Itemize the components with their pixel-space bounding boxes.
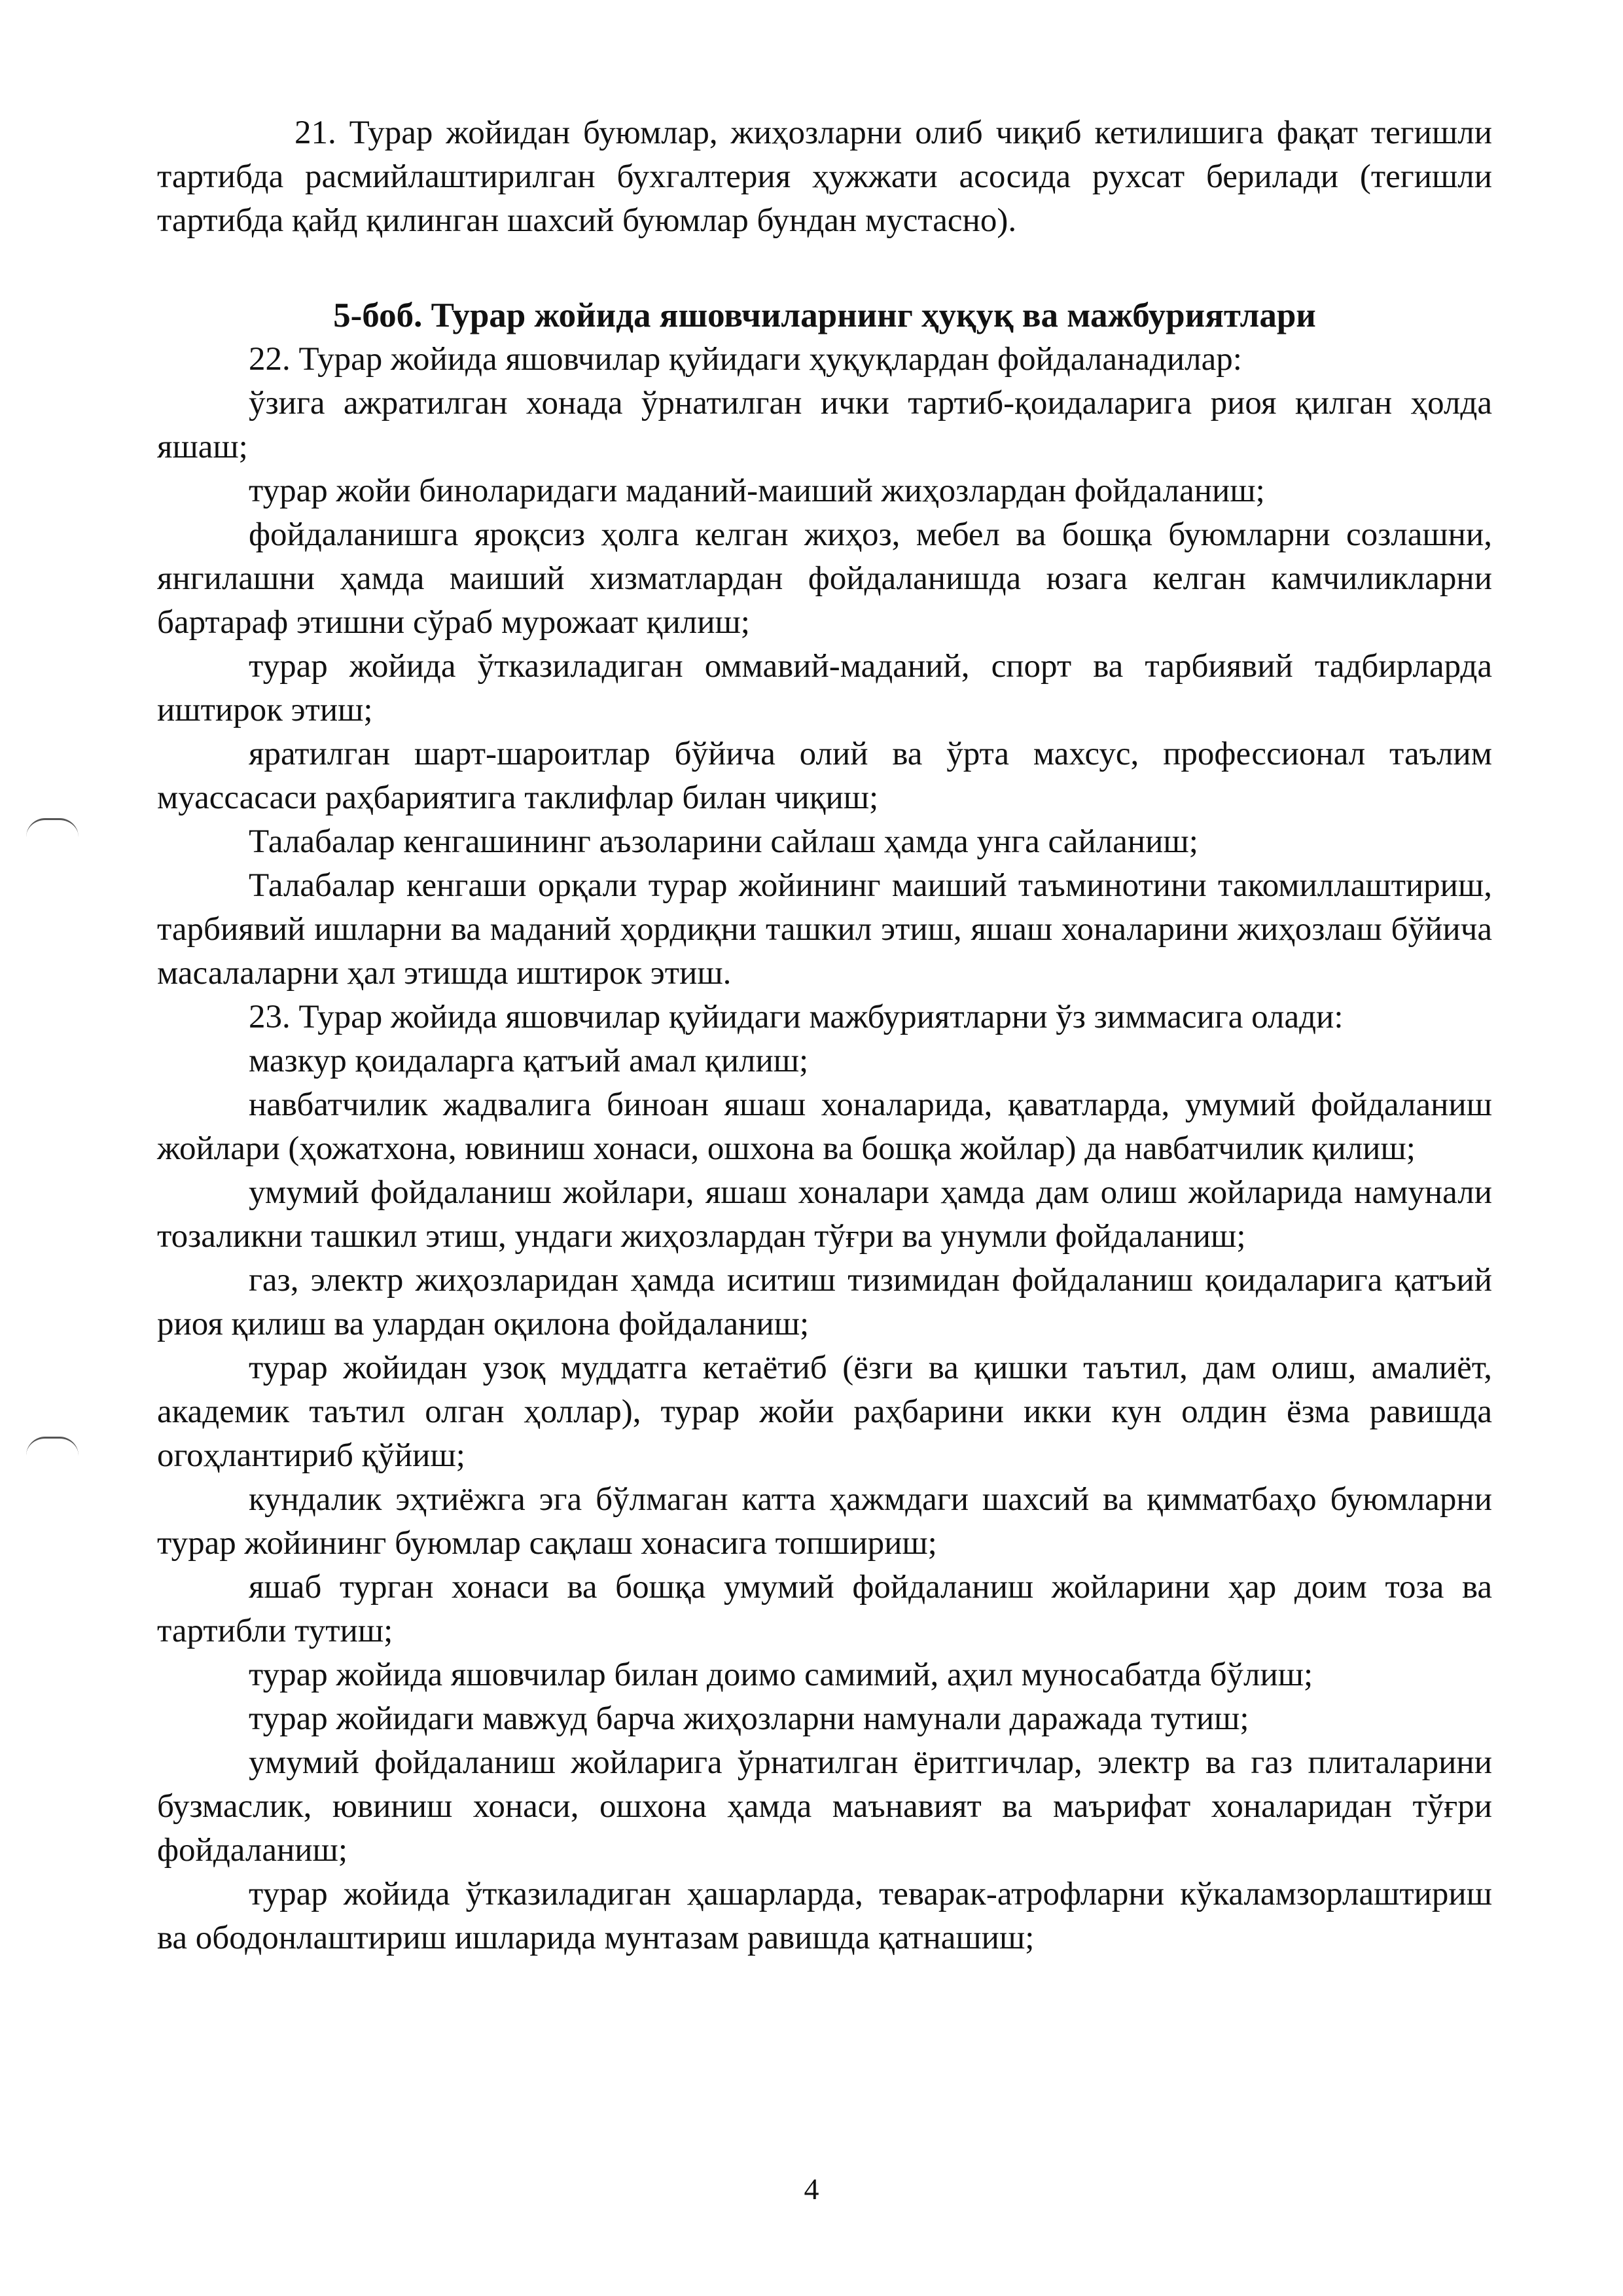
document-page [157,111,1492,1960]
rights-item: яратилган шарт-шароитлар бўйича олий ва ўрта махсус, профессионал таълим муассасаси раҳбариятига таклифлар билан чиқиш; [157,736,1492,816]
obligations-item: турар жойидан узоқ муддатга кетаётиб (ёзги ва қишки таътил, дам олиш, амалиёт, академик таътил олган ҳоллар), турар жойи раҳбарини икки кун олдин ёзма равишда огоҳлантириб қўйиш; [157,1350,1492,1474]
rights-item: турар жойида ўтказиладиган оммавий-маданий, спорт ва тарбиявий тадбирларда иштирок этиш; [157,648,1492,728]
punch-hole-mark-lower [26,1437,79,1456]
chapter-heading: 5-боб. Турар жойида яшовчиларнинг ҳуқуқ ва мажбуриятлари [333,296,1316,334]
obligations-item: турар жойида ўтказиладиган ҳашарларда, теварак-атрофларни кўкаламзорлаштириш ва ободонлаштириш ишларида мунтазам равишда қатнашиш; [157,1876,1492,1956]
obligations-item: умумий фойдаланиш жойлари, яшаш хоналари ҳамда дам олиш жойларида намунали тозаликни ташкил этиш, ундаги жиҳозлардан тўғри ва унумли фойдаланиш; [157,1174,1492,1255]
punch-hole-mark-upper [26,818,79,837]
page-number: 4 [804,2172,819,2206]
obligations-item: турар жойидаги мавжуд барча жиҳозларни намунали даражада тутиш; [249,1700,1249,1737]
obligations-item: умумий фойдаланиш жойларига ўрнатилган ёритгичлар, электр ва газ плиталарини бузмаслик, ювиниш хонаси, ошхона ҳамда маънавият ва маърифат хоналаридан тўғри фойдаланиш; [157,1744,1492,1869]
rights-item: ўзига ажратилган хонада ўрнатилган ички тартиб-қоидаларига риоя қилган ҳолда яшаш; [157,385,1492,465]
paragraph-22: 22. Турар жойида яшовчилар қуйидаги ҳуқуқлардан фойдаланадилар: [249,341,1242,378]
rights-item: Талабалар кенгаши орқали турар жойининг маиший таъминотини такомиллаштириш, тарбиявий ишларни ва маданий ҳордиқни ташкил этиш, яшаш хоналарини жиҳозлаш бўйича масалаларни ҳал этишда иштирок этиш. [157,867,1492,992]
obligations-item: мазкур қоидаларга қатъий амал қилиш; [249,1043,809,1079]
paragraph-21: 21. Турар жойидан буюмлар, жиҳозларни олиб чиқиб кетилишига фақат тегишли тартибда расмийлаштирилган бухгалтерия ҳужжати асосида рухсат берилади (тегишли тартибда қайд қилинган шахсий буюмлар бундан мустасно). [157,115,1492,239]
rights-item: турар жойи биноларидаги маданий-маиший жиҳозлардан фойдаланиш; [249,473,1265,509]
obligations-item: турар жойида яшовчилар билан доимо самимий, аҳил муносабатда бўлиш; [249,1657,1313,1693]
paragraph-23: 23. Турар жойида яшовчилар қуйидаги мажбуриятларни ўз зиммасига олади: [249,999,1344,1035]
rights-item: фойдаланишга яроқсиз ҳолга келган жиҳоз, мебел ва бошқа буюмларни созлашни, янгилашни ҳамда маиший хизматлардан фойдаланишда юзага келган камчиликларни бартараф этишни сўраб мурожаат қилиш; [157,516,1492,641]
obligations-item: кундалик эҳтиёжга эга бўлмаган катта ҳажмдаги шахсий ва қимматбаҳо буюмларни турар жойининг буюмлар сақлаш хонасига топшириш; [157,1481,1492,1562]
obligations-item: навбатчилик жадвалига биноан яшаш хоналарида, қаватларда, умумий фойдаланиш жойлари (ҳожатхона, ювиниш хонаси, ошхона ва бошқа жойлар) да навбатчилик қилиш; [157,1086,1492,1167]
obligations-item: яшаб турган хонаси ва бошқа умумий фойдаланиш жойларини ҳар доим тоза ва тартибли тутиш; [157,1569,1492,1649]
rights-item: Талабалар кенгашининг аъзоларини сайлаш ҳамда унга сайланиш; [249,823,1198,860]
obligations-item: газ, электр жиҳозларидан ҳамда иситиш тизимидан фойдаланиш қоидаларига қатъий риоя қилиш ва улардан оқилона фойдаланиш; [157,1262,1492,1342]
